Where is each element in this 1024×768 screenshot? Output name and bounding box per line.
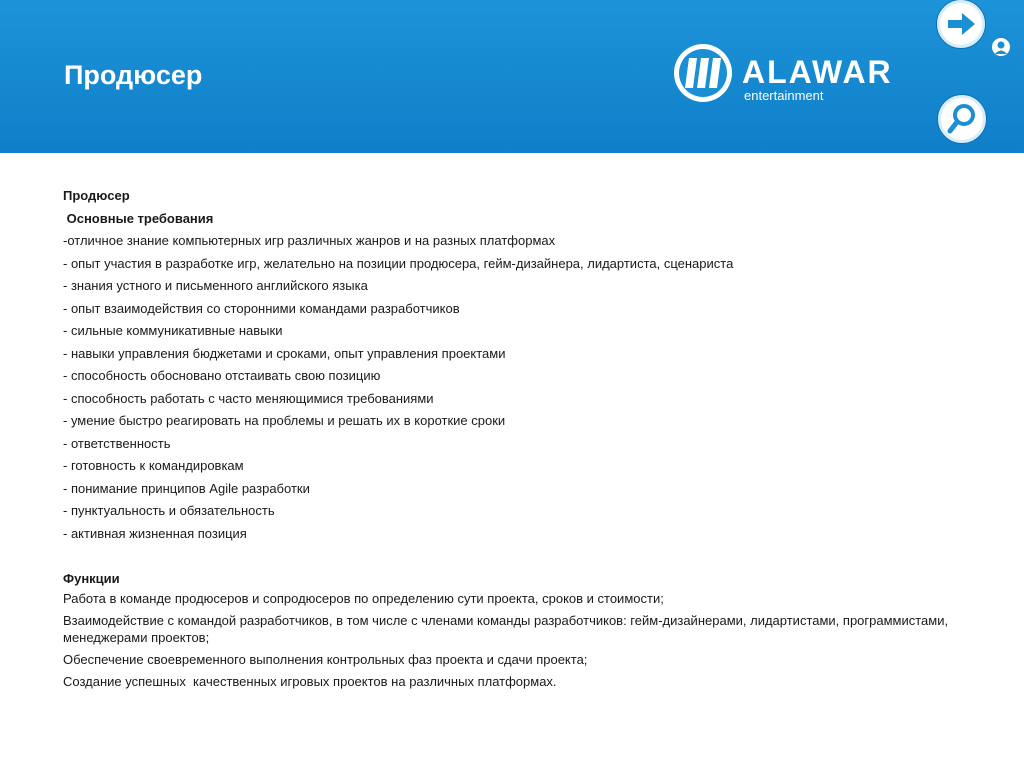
list-item: - умение быстро реагировать на проблемы и решать их в короткие сроки [63, 413, 506, 428]
list-item: - опыт взаимодействия со сторонними командами разработчиков [63, 300, 460, 316]
section-heading: Продюсер [63, 188, 130, 203]
list-item: - сильные коммуникативные навыки [63, 323, 283, 338]
list-item: - активная жизненная позиция [63, 525, 247, 541]
alawar-logo-icon [672, 42, 734, 104]
list-item: - навыки управления бюджетами и сроками, опыт управления проектами [63, 345, 506, 361]
header-banner [0, 0, 1024, 153]
logo-subtitle: entertainment [744, 88, 824, 103]
functions-title: Функции [63, 570, 120, 586]
list-item: - понимание принципов Agile разработки [63, 480, 310, 496]
search-button[interactable] [938, 95, 986, 143]
logo-wordmark: ALAWAR [742, 54, 893, 90]
list-item: - способность обосновано отстаивать свою позицию [63, 368, 381, 383]
functions-list [63, 590, 963, 690]
spacer [63, 545, 963, 568]
list-item: -отличное знание компьютерных игр различных жанров и на разных платформах [63, 233, 556, 248]
list-item: - знания устного и письменного английского языка [63, 278, 368, 293]
list-item: - ответственность [63, 435, 171, 451]
list-item: - пунктуальность и обязательность [63, 503, 275, 518]
arrow-right-icon [940, 3, 982, 45]
list-item: Обеспечение своевременного выполнения контрольных фаз проекта и сдачи проекта; [63, 652, 588, 667]
vacancy-text [63, 185, 963, 695]
list-item: - способность работать с часто меняющимися требованиями [63, 390, 434, 406]
list-item: Взаимодействие с командой разработчиков, в том числе с членами команды разработчиков: гейм-дизайнерами, лидартистами, программистами, менеджерами проектов; [63, 613, 949, 645]
list-item: - готовность к командировкам [63, 458, 244, 473]
alawar-logo [670, 40, 930, 106]
requirements-list [63, 230, 963, 545]
page-title: Продюсер [64, 60, 203, 90]
list-item: Работа в команде продюсеров и сопродюсеров по определению сути проекта, сроков и стоимости; [63, 591, 664, 606]
requirements-title: Основные требования [63, 210, 214, 226]
person-icon [992, 38, 1010, 56]
list-item: Создание успешных качественных игровых проектов на различных платформах. [63, 674, 557, 689]
next-slide-button[interactable] [937, 0, 985, 48]
list-item: - опыт участия в разработке игр, желательно на позиции продюсера, гейм-дизайнера, лидартиста, сценариста [63, 255, 734, 271]
search-icon [941, 98, 983, 140]
